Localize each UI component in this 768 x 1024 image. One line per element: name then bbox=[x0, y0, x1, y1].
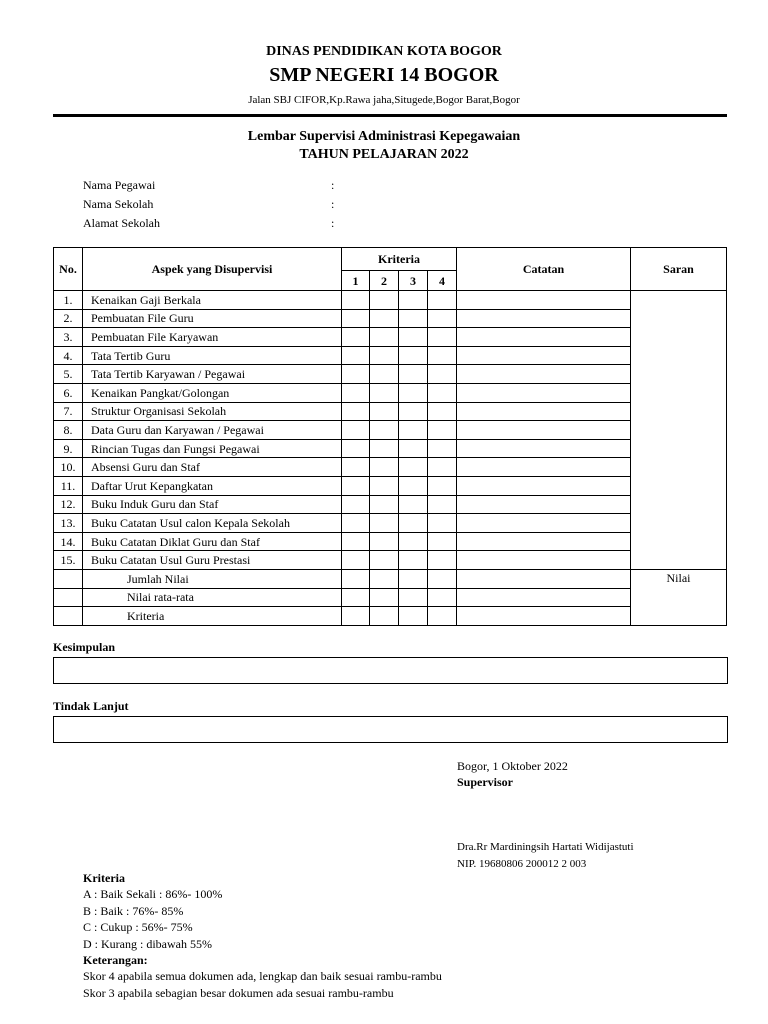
legend-item-a: A : Baik Sekali : 86%- 100% bbox=[83, 887, 223, 901]
info-colon: : bbox=[331, 197, 335, 211]
header-address: Jalan SBJ CIFOR,Kp.Rawa jaha,Situgede,Bogor Barat,Bogor bbox=[248, 94, 520, 106]
score-cell-2[interactable] bbox=[370, 439, 399, 458]
signature-place-date: Bogor, 1 Oktober 2022 bbox=[457, 759, 568, 773]
summary-row bbox=[54, 588, 727, 607]
row-number: 12. bbox=[54, 495, 83, 514]
row-number bbox=[54, 569, 83, 588]
table-body bbox=[54, 291, 727, 626]
score-cell-1[interactable] bbox=[342, 551, 370, 570]
score-cell-4[interactable] bbox=[428, 514, 457, 533]
keterangan-note-1: Skor 4 apabila semua dokumen ada, lengkap dan baik sesuai rambu-rambu bbox=[83, 969, 442, 983]
catatan-cell[interactable] bbox=[457, 495, 631, 514]
signature-nip: NIP. 19680806 200012 2 003 bbox=[457, 858, 587, 870]
row-number: 7. bbox=[54, 402, 83, 421]
score-cell-3[interactable] bbox=[399, 532, 428, 551]
score-cell-2[interactable] bbox=[370, 588, 399, 607]
table-row bbox=[54, 458, 727, 477]
row-number: 11. bbox=[54, 476, 83, 495]
score-cell-2[interactable] bbox=[370, 551, 399, 570]
info-label-alamat-sekolah: Alamat Sekolah bbox=[83, 216, 160, 230]
row-aspek: Tata Tertib Karyawan / Pegawai bbox=[83, 365, 342, 384]
score-cell-1[interactable] bbox=[342, 439, 370, 458]
signature-name: Dra.Rr Mardiningsih Hartati Widijastuti bbox=[457, 841, 634, 853]
summary-jumlah-nilai: Jumlah Nilai bbox=[83, 569, 342, 588]
score-cell-3[interactable] bbox=[399, 328, 428, 347]
row-number: 8. bbox=[54, 421, 83, 440]
score-cell-1[interactable] bbox=[342, 458, 370, 477]
score-cell-3[interactable] bbox=[399, 365, 428, 384]
table-row bbox=[54, 346, 727, 365]
catatan-cell[interactable] bbox=[457, 346, 631, 365]
table-row bbox=[54, 421, 727, 440]
table-row bbox=[54, 402, 727, 421]
score-cell-4[interactable] bbox=[428, 421, 457, 440]
catatan-cell[interactable] bbox=[457, 476, 631, 495]
header-catatan: Catatan bbox=[457, 248, 631, 291]
row-number: 5. bbox=[54, 365, 83, 384]
score-cell-2[interactable] bbox=[370, 328, 399, 347]
row-aspek: Pembuatan File Guru bbox=[83, 309, 342, 328]
legend-item-c: C : Cukup : 56%- 75% bbox=[83, 920, 193, 934]
row-aspek: Struktur Organisasi Sekolah bbox=[83, 402, 342, 421]
score-cell-3[interactable] bbox=[399, 588, 428, 607]
info-colon: : bbox=[331, 216, 335, 230]
score-cell-1[interactable] bbox=[342, 495, 370, 514]
row-aspek: Buku Induk Guru dan Staf bbox=[83, 495, 342, 514]
row-number: 9. bbox=[54, 439, 83, 458]
score-cell-1[interactable] bbox=[342, 514, 370, 533]
score-cell-4[interactable] bbox=[428, 569, 457, 588]
score-cell-1[interactable] bbox=[342, 476, 370, 495]
row-aspek: Buku Catatan Usul Guru Prestasi bbox=[83, 551, 342, 570]
score-cell-1[interactable] bbox=[342, 588, 370, 607]
nilai-cell[interactable]: Nilai bbox=[631, 569, 727, 625]
keterangan-title: Keterangan: bbox=[83, 953, 148, 967]
row-aspek: Buku Catatan Diklat Guru dan Staf bbox=[83, 532, 342, 551]
score-cell-1[interactable] bbox=[342, 383, 370, 402]
catatan-cell[interactable] bbox=[457, 328, 631, 347]
header-org: DINAS PENDIDIKAN KOTA BOGOR bbox=[266, 44, 502, 59]
score-cell-4[interactable] bbox=[428, 495, 457, 514]
score-cell-3[interactable] bbox=[399, 346, 428, 365]
header-divider bbox=[53, 114, 727, 117]
score-cell-1[interactable] bbox=[342, 402, 370, 421]
header-kriteria-2: 2 bbox=[370, 271, 399, 291]
legend-item-d: D : Kurang : dibawah 55% bbox=[83, 937, 212, 951]
row-number: 15. bbox=[54, 551, 83, 570]
score-cell-4[interactable] bbox=[428, 383, 457, 402]
score-cell-2[interactable] bbox=[370, 495, 399, 514]
catatan-cell[interactable] bbox=[457, 569, 631, 588]
catatan-cell[interactable] bbox=[457, 309, 631, 328]
score-cell-3[interactable] bbox=[399, 607, 428, 626]
row-number: 4. bbox=[54, 346, 83, 365]
summary-kriteria: Kriteria bbox=[83, 607, 342, 626]
score-cell-4[interactable] bbox=[428, 328, 457, 347]
score-cell-3[interactable] bbox=[399, 383, 428, 402]
score-cell-2[interactable] bbox=[370, 383, 399, 402]
score-cell-1[interactable] bbox=[342, 346, 370, 365]
header-kriteria-4: 4 bbox=[428, 271, 457, 291]
row-aspek: Pembuatan File Karyawan bbox=[83, 328, 342, 347]
tindak-lanjut-box[interactable] bbox=[53, 716, 728, 743]
row-aspek: Buku Catatan Usul calon Kepala Sekolah bbox=[83, 514, 342, 533]
header-kriteria-1: 1 bbox=[342, 271, 370, 291]
catatan-cell[interactable] bbox=[457, 588, 631, 607]
header-kriteria: Kriteria bbox=[342, 248, 457, 271]
catatan-cell[interactable] bbox=[457, 607, 631, 626]
row-aspek: Absensi Guru dan Staf bbox=[83, 458, 342, 477]
score-cell-3[interactable] bbox=[399, 291, 428, 310]
form-year: TAHUN PELAJARAN 2022 bbox=[299, 147, 469, 162]
row-number: 2. bbox=[54, 309, 83, 328]
catatan-cell[interactable] bbox=[457, 365, 631, 384]
row-number: 3. bbox=[54, 328, 83, 347]
catatan-cell[interactable] bbox=[457, 402, 631, 421]
score-cell-2[interactable] bbox=[370, 365, 399, 384]
score-cell-4[interactable] bbox=[428, 291, 457, 310]
catatan-cell[interactable] bbox=[457, 421, 631, 440]
score-cell-3[interactable] bbox=[399, 551, 428, 570]
score-cell-1[interactable] bbox=[342, 328, 370, 347]
info-colon: : bbox=[331, 178, 335, 192]
signature-role: Supervisor bbox=[457, 775, 514, 789]
score-cell-3[interactable] bbox=[399, 514, 428, 533]
score-cell-2[interactable] bbox=[370, 607, 399, 626]
table-row bbox=[54, 514, 727, 533]
score-cell-2[interactable] bbox=[370, 514, 399, 533]
row-aspek: Kenaikan Pangkat/Golongan bbox=[83, 383, 342, 402]
header-school: SMP NEGERI 14 BOGOR bbox=[269, 64, 499, 86]
row-aspek: Data Guru dan Karyawan / Pegawai bbox=[83, 421, 342, 440]
header-aspek: Aspek yang Disupervisi bbox=[83, 248, 342, 291]
row-number: 6. bbox=[54, 383, 83, 402]
score-cell-3[interactable] bbox=[399, 439, 428, 458]
score-cell-4[interactable] bbox=[428, 365, 457, 384]
kesimpulan-box[interactable] bbox=[53, 657, 728, 684]
table-row bbox=[54, 291, 727, 310]
summary-row bbox=[54, 607, 727, 626]
summary-nilai-rata-rata: Nilai rata-rata bbox=[83, 588, 342, 607]
row-aspek: Tata Tertib Guru bbox=[83, 346, 342, 365]
table-row bbox=[54, 551, 727, 570]
table-row bbox=[54, 439, 727, 458]
score-cell-2[interactable] bbox=[370, 309, 399, 328]
score-cell-4[interactable] bbox=[428, 439, 457, 458]
catatan-cell[interactable] bbox=[457, 514, 631, 533]
score-cell-1[interactable] bbox=[342, 365, 370, 384]
score-cell-2[interactable] bbox=[370, 421, 399, 440]
summary-row bbox=[54, 569, 727, 588]
row-number: 10. bbox=[54, 458, 83, 477]
score-cell-1[interactable] bbox=[342, 421, 370, 440]
table-row bbox=[54, 383, 727, 402]
catatan-cell[interactable] bbox=[457, 532, 631, 551]
info-label-nama-sekolah: Nama Sekolah bbox=[83, 197, 154, 211]
table-row bbox=[54, 309, 727, 328]
row-number bbox=[54, 588, 83, 607]
table-row bbox=[54, 532, 727, 551]
score-cell-2[interactable] bbox=[370, 458, 399, 477]
score-cell-1[interactable] bbox=[342, 569, 370, 588]
kesimpulan-label: Kesimpulan bbox=[53, 640, 116, 654]
info-label-nama-pegawai: Nama Pegawai bbox=[83, 178, 156, 192]
score-cell-1[interactable] bbox=[342, 607, 370, 626]
score-cell-4[interactable] bbox=[428, 476, 457, 495]
catatan-cell[interactable] bbox=[457, 383, 631, 402]
score-cell-4[interactable] bbox=[428, 309, 457, 328]
row-number bbox=[54, 607, 83, 626]
score-cell-2[interactable] bbox=[370, 402, 399, 421]
score-cell-4[interactable] bbox=[428, 402, 457, 421]
row-aspek: Daftar Urut Kepangkatan bbox=[83, 476, 342, 495]
catatan-cell[interactable] bbox=[457, 551, 631, 570]
score-cell-3[interactable] bbox=[399, 309, 428, 328]
score-cell-2[interactable] bbox=[370, 291, 399, 310]
score-cell-4[interactable] bbox=[428, 532, 457, 551]
header-no: No. bbox=[54, 248, 83, 291]
score-cell-2[interactable] bbox=[370, 346, 399, 365]
score-cell-4[interactable] bbox=[428, 607, 457, 626]
table-row bbox=[54, 476, 727, 495]
table-row bbox=[54, 365, 727, 384]
score-cell-4[interactable] bbox=[428, 458, 457, 477]
catatan-cell[interactable] bbox=[457, 291, 631, 310]
score-cell-3[interactable] bbox=[399, 495, 428, 514]
form-title: Lembar Supervisi Administrasi Kepegawaian bbox=[247, 129, 521, 144]
score-cell-3[interactable] bbox=[399, 421, 428, 440]
score-cell-2[interactable] bbox=[370, 532, 399, 551]
score-cell-3[interactable] bbox=[399, 402, 428, 421]
row-number: 13. bbox=[54, 514, 83, 533]
score-cell-3[interactable] bbox=[399, 476, 428, 495]
row-number: 1. bbox=[54, 291, 83, 310]
row-aspek: Rincian Tugas dan Fungsi Pegawai bbox=[83, 439, 342, 458]
catatan-cell[interactable] bbox=[457, 458, 631, 477]
score-cell-4[interactable] bbox=[428, 346, 457, 365]
header-kriteria-3: 3 bbox=[399, 271, 428, 291]
supervision-table bbox=[53, 247, 727, 626]
score-cell-3[interactable] bbox=[399, 458, 428, 477]
score-cell-1[interactable] bbox=[342, 309, 370, 328]
legend-item-b: B : Baik : 76%- 85% bbox=[83, 904, 184, 918]
row-aspek: Kenaikan Gaji Berkala bbox=[83, 291, 342, 310]
legend-title: Kriteria bbox=[83, 871, 125, 885]
table-row bbox=[54, 495, 727, 514]
score-cell-1[interactable] bbox=[342, 532, 370, 551]
score-cell-4[interactable] bbox=[428, 588, 457, 607]
header-saran: Saran bbox=[631, 248, 727, 291]
table-row bbox=[54, 328, 727, 347]
keterangan-note-2: Skor 3 apabila sebagian besar dokumen ada sesuai rambu-rambu bbox=[83, 986, 394, 1000]
score-cell-2[interactable] bbox=[370, 569, 399, 588]
score-cell-1[interactable] bbox=[342, 291, 370, 310]
score-cell-3[interactable] bbox=[399, 569, 428, 588]
score-cell-2[interactable] bbox=[370, 476, 399, 495]
row-number: 14. bbox=[54, 532, 83, 551]
saran-cell[interactable] bbox=[631, 291, 727, 570]
score-cell-4[interactable] bbox=[428, 551, 457, 570]
catatan-cell[interactable] bbox=[457, 439, 631, 458]
tindak-lanjut-label: Tindak Lanjut bbox=[53, 699, 129, 713]
